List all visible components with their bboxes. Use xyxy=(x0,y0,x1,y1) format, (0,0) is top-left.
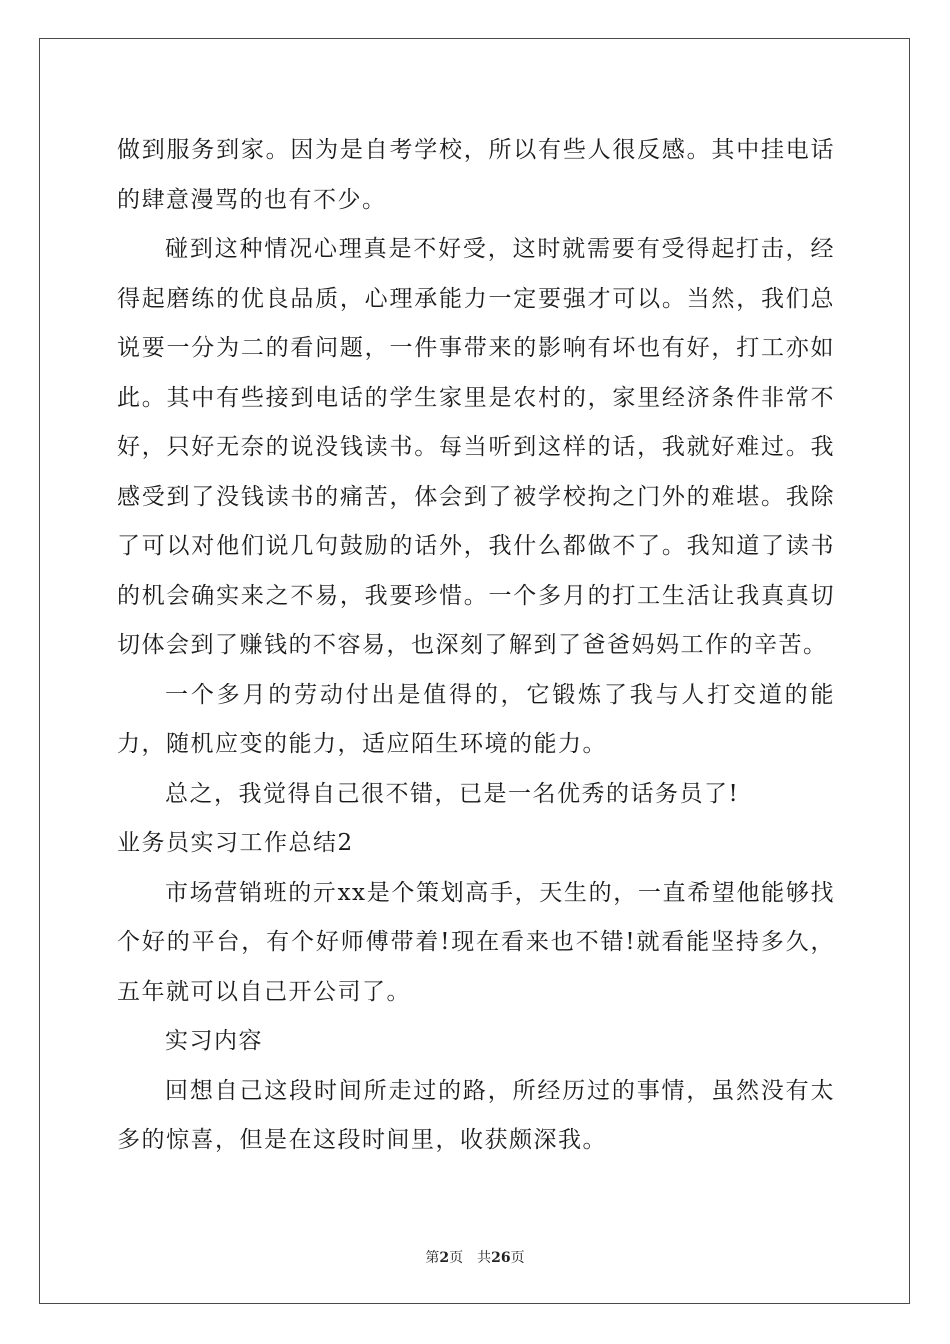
total-prefix: 共 xyxy=(477,1250,492,1266)
total-pages: 26 xyxy=(491,1250,511,1266)
document-body xyxy=(117,126,835,1166)
paragraph-5: 市场营销班的亓xx是个策划高手，天生的，一直希望他能够找个好的平台，有个好师傅带着!现在看来也不错!就看能坚持多久，五年就可以自己开公司了。 xyxy=(117,879,835,1005)
total-suffix: 页 xyxy=(510,1250,525,1266)
paragraph-1: 做到服务到家。因为是自考学校，所以有些人很反感。其中挂电话的肆意漫骂的也有不少。 xyxy=(117,137,835,213)
paragraph-6: 回想自己这段时间所走过的路，所经历过的事情，虽然没有太多的惊喜，但是在这段时间里，收获颇深我。 xyxy=(117,1077,835,1153)
page-footer xyxy=(0,1247,950,1267)
subheading-internship-content: 实习内容 xyxy=(165,1028,263,1054)
paragraph-4: 总之，我觉得自己很不错，已是一名优秀的话务员了! xyxy=(165,780,740,807)
paragraph-2: 碰到这种情况心理真是不好受，这时就需要有受得起打击，经得起磨练的优良品质，心理承能力一定要强才可以。当然，我们总说要一分为二的看问题，一件事带来的影响有坏也有好，打工亦如此。其中有些接到电话的学生家里是农村的，家里经济条件非常不好，只好无奈的说没钱读书。每当听到这样的话，我就好难过。我感受到了没钱读书的痛苦，体会到了被学校拘之门外的难堪。我除了可以对他们说几句鼓励的话外，我什么都做不了。我知道了读书的机会确实来之不易，我要珍惜。一个多月的打工生活让我真真切切体会到了赚钱的不容易，也深刻了解到了爸爸妈妈工作的辛苦。 xyxy=(117,236,835,658)
page-suffix: 页 xyxy=(449,1250,464,1266)
page-prefix: 第 xyxy=(425,1250,440,1266)
paragraph-3: 一个多月的劳动付出是值得的，它锻炼了我与人打交道的能力，随机应变的能力，适应陌生环境的能力。 xyxy=(117,681,835,757)
section-heading: 业务员实习工作总结2 xyxy=(117,830,354,856)
page-number: 2 xyxy=(439,1250,450,1266)
